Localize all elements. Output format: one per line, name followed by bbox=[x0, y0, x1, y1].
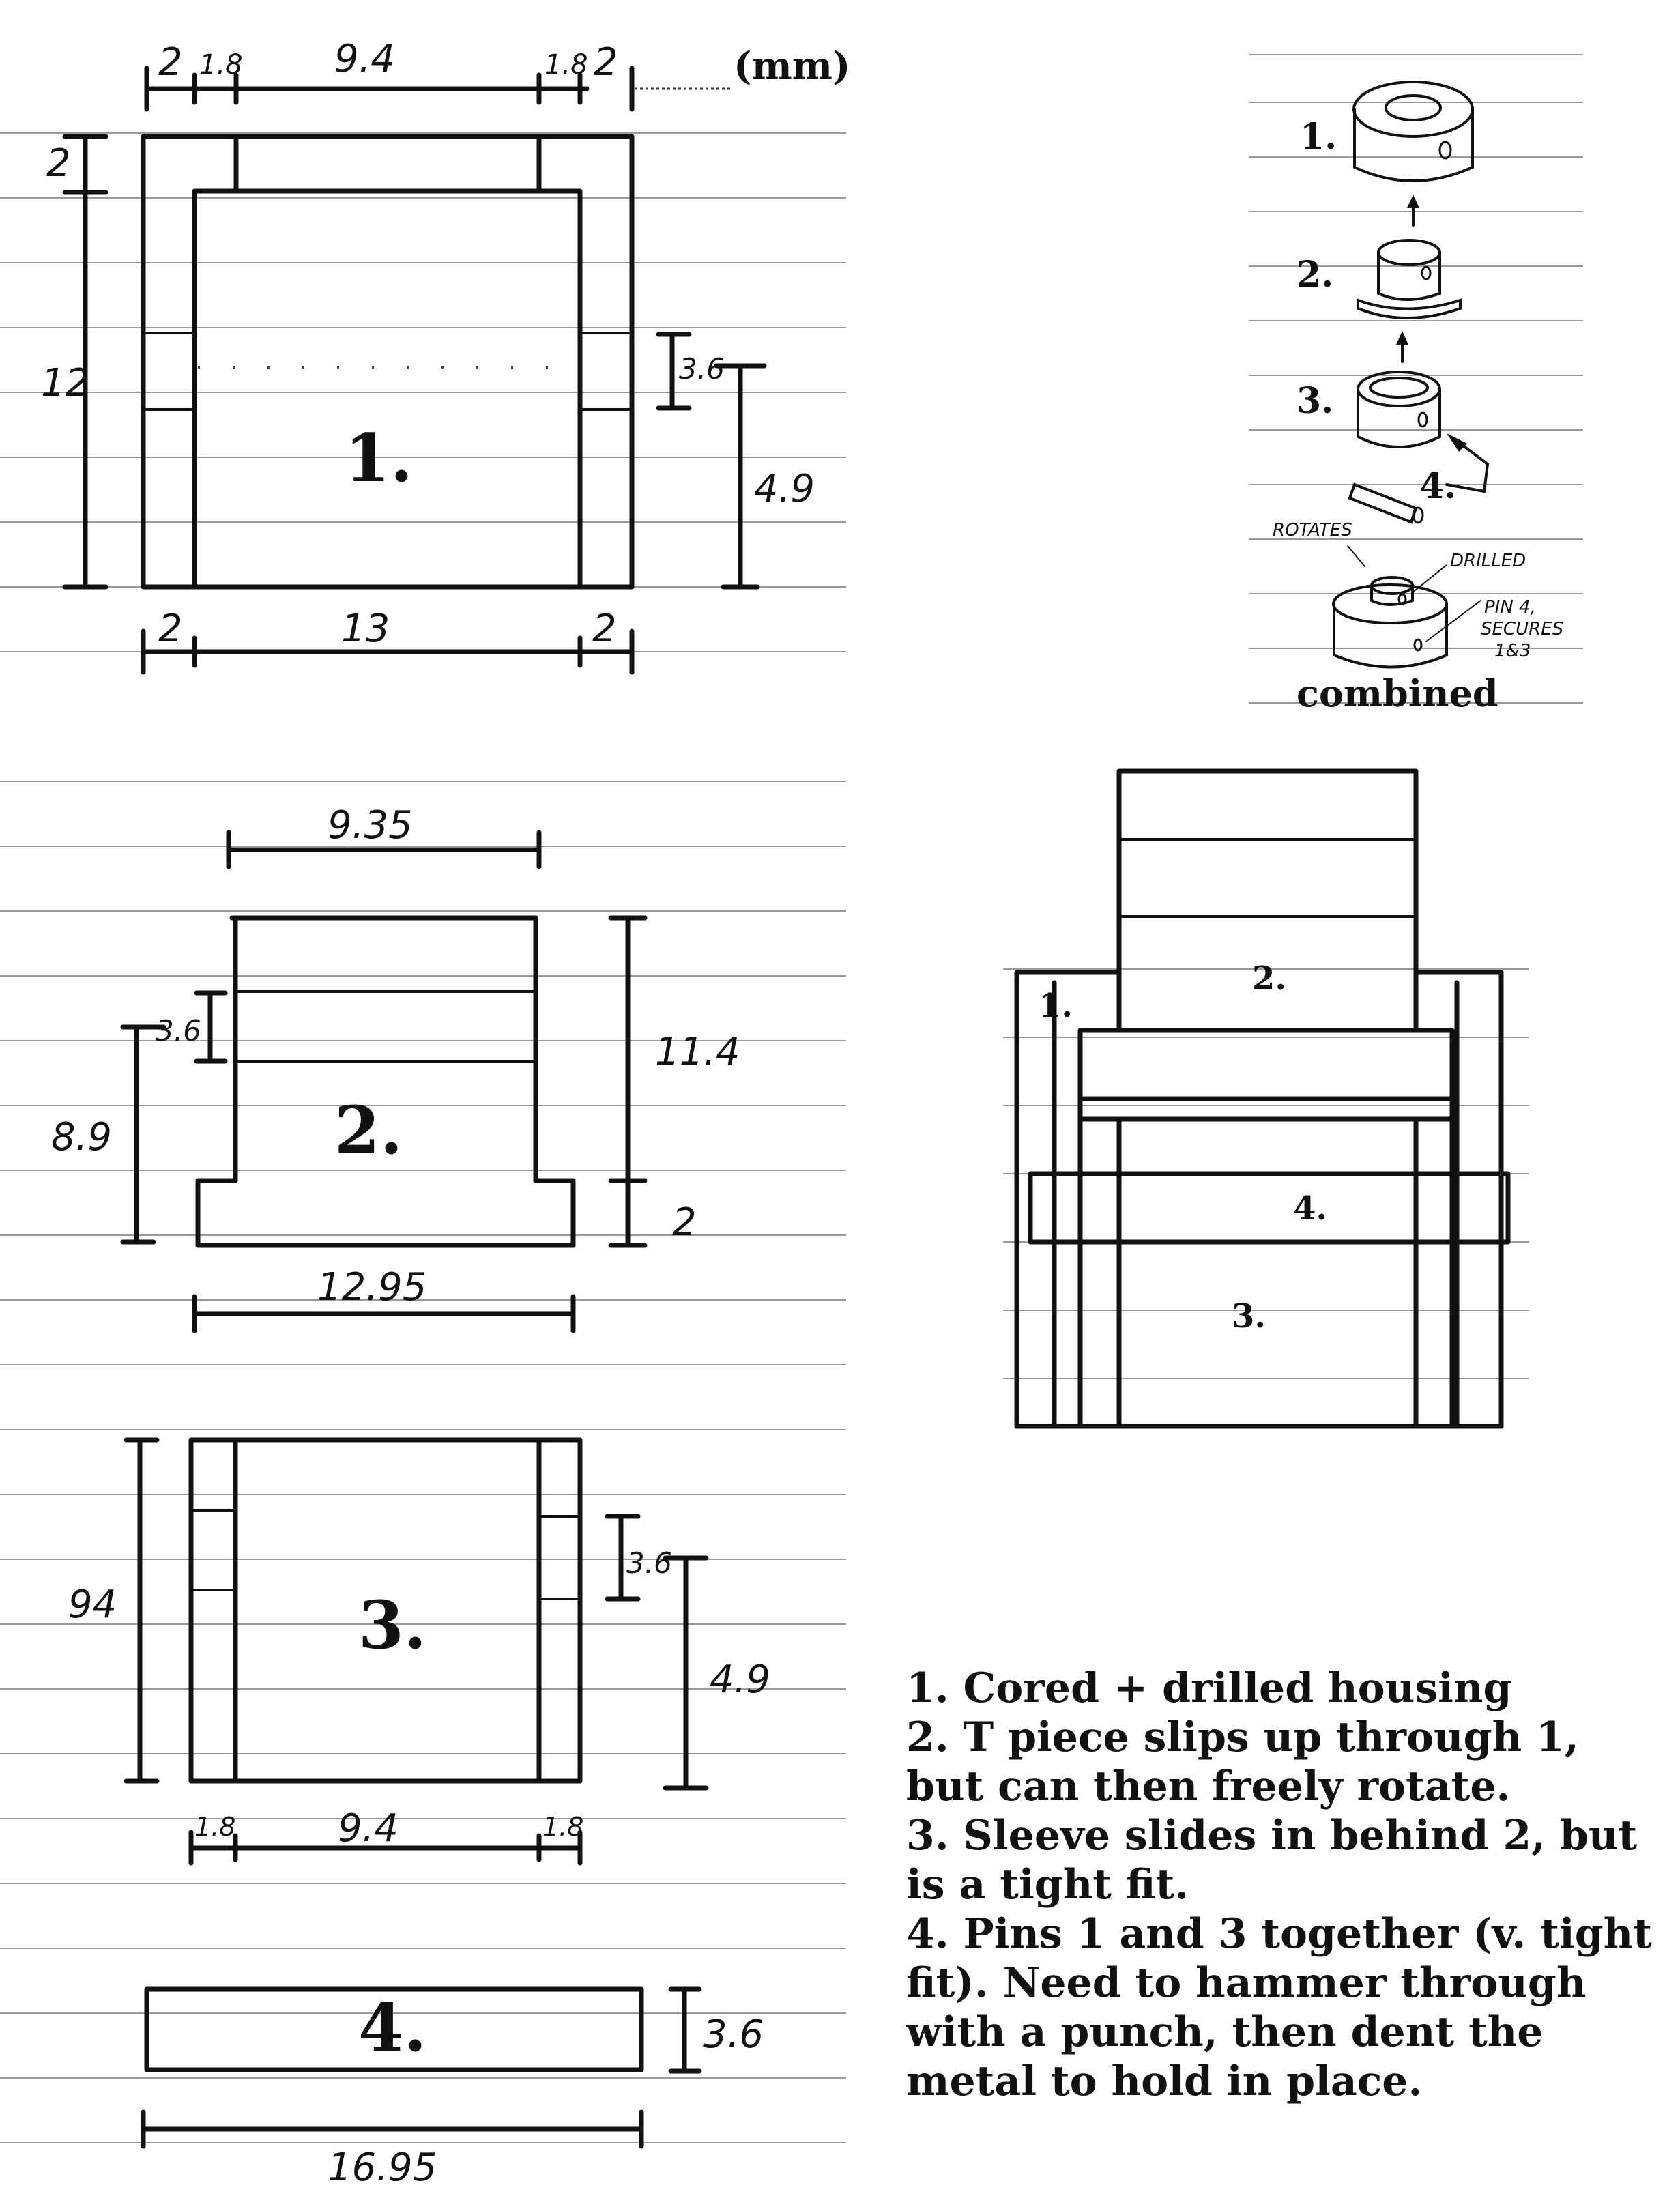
pin-note-3: 1&3 bbox=[1494, 641, 1531, 661]
p4-thickness: 3.6 bbox=[703, 2012, 764, 2057]
p1-bot-w1: 2 bbox=[158, 607, 183, 651]
exploded-part-2 bbox=[1358, 240, 1460, 318]
p1-top-w3: 1.8 bbox=[545, 49, 588, 81]
p1-left-h: 12 bbox=[41, 361, 90, 405]
pin-note-2: SECURES bbox=[1481, 619, 1564, 639]
p4-length: 16.95 bbox=[328, 2145, 437, 2190]
part-3-drawing bbox=[68, 1440, 770, 1863]
part-4-label: 4. bbox=[358, 1989, 427, 2066]
combined-label: combined bbox=[1297, 671, 1498, 715]
note-line: but can then freely rotate. bbox=[906, 1763, 1511, 1810]
part-2-drawing bbox=[51, 803, 740, 1331]
part-2-label: 2. bbox=[334, 1092, 403, 1169]
exploded-part-3 bbox=[1358, 372, 1440, 447]
arrowhead bbox=[1447, 433, 1467, 452]
p1-top-w1: 2 bbox=[158, 40, 183, 85]
exploded-view bbox=[1273, 82, 1563, 715]
part-3-label: 3. bbox=[358, 1587, 427, 1664]
note-line: 1. Cored + drilled housing bbox=[906, 1664, 1512, 1712]
exploded-part-1 bbox=[1354, 82, 1473, 181]
part-1-drawing bbox=[41, 37, 851, 672]
p3-hole-pos: 4.9 bbox=[710, 1658, 771, 1702]
note-line: metal to hold in place. bbox=[906, 2057, 1423, 2105]
p1-left-top: 2 bbox=[46, 141, 71, 186]
p3-height: 94 bbox=[68, 1583, 117, 1627]
assembly-label-1: 1. bbox=[1039, 987, 1073, 1025]
assembly-notes bbox=[906, 1664, 1657, 2106]
exploded-label-4: 4. bbox=[1419, 465, 1457, 507]
note-line: 3. Sleeve slides in behind 2, but bbox=[906, 1812, 1638, 1860]
p1-hole-pos: 4.9 bbox=[754, 467, 815, 511]
p1-top-mid: 9.4 bbox=[334, 37, 396, 81]
assembly-section bbox=[1017, 771, 1508, 1426]
p2-hole-pos: 8.9 bbox=[51, 1115, 113, 1159]
units-label: (mm) bbox=[734, 44, 851, 89]
note-line: fit). Need to hammer through bbox=[906, 1959, 1587, 2007]
arrowhead bbox=[1407, 194, 1419, 208]
assembly-label-2: 2. bbox=[1252, 959, 1287, 998]
part-1-bore bbox=[194, 191, 580, 587]
note-line: 4. Pins 1 and 3 together (v. tight bbox=[906, 1910, 1653, 1958]
assembly-label-4: 4. bbox=[1293, 1189, 1328, 1228]
p2-top-w: 9.35 bbox=[328, 803, 413, 848]
note-line: 2. T piece slips up through 1, bbox=[906, 1714, 1579, 1761]
pin-note-1: PIN 4, bbox=[1484, 597, 1536, 618]
exploded-label-2: 2. bbox=[1297, 254, 1334, 295]
exploded-label-3: 3. bbox=[1297, 380, 1334, 422]
p3-mid: 9.4 bbox=[338, 1806, 399, 1851]
p1-hole: 3.6 bbox=[679, 352, 725, 386]
part-1-label: 1. bbox=[345, 420, 414, 497]
p3-w2: 1.8 bbox=[542, 1812, 584, 1842]
p1-bot-mid: 13 bbox=[341, 607, 390, 651]
note-line: is a tight fit. bbox=[906, 1861, 1189, 1909]
exploded-part-4 bbox=[1350, 433, 1488, 523]
p3-hole: 3.6 bbox=[626, 1546, 672, 1580]
p2-base-w: 12.95 bbox=[317, 1265, 427, 1310]
p2-flange-h: 2 bbox=[672, 1200, 697, 1245]
assembly-part-2-flange bbox=[1080, 1030, 1452, 1099]
exploded-label-1: 1. bbox=[1300, 116, 1337, 158]
arrowhead bbox=[1396, 331, 1408, 345]
part-4-drawing bbox=[143, 1989, 764, 2190]
assembly-part-4-pin bbox=[1030, 1174, 1508, 1242]
p1-top-w4: 2 bbox=[594, 40, 618, 85]
p1-top-w2: 1.8 bbox=[199, 49, 243, 81]
note-line: with a punch, then dent the bbox=[906, 2008, 1544, 2056]
p2-hole: 3.6 bbox=[156, 1014, 201, 1047]
p2-height: 11.4 bbox=[655, 1030, 740, 1074]
drilled-note: DRILLED bbox=[1450, 551, 1526, 571]
assembly-label-3: 3. bbox=[1232, 1297, 1266, 1335]
part-1-outline bbox=[143, 136, 632, 587]
p3-w1: 1.8 bbox=[194, 1812, 236, 1842]
rotates-note: ROTATES bbox=[1273, 520, 1352, 540]
p1-bot-w2: 2 bbox=[592, 607, 617, 651]
